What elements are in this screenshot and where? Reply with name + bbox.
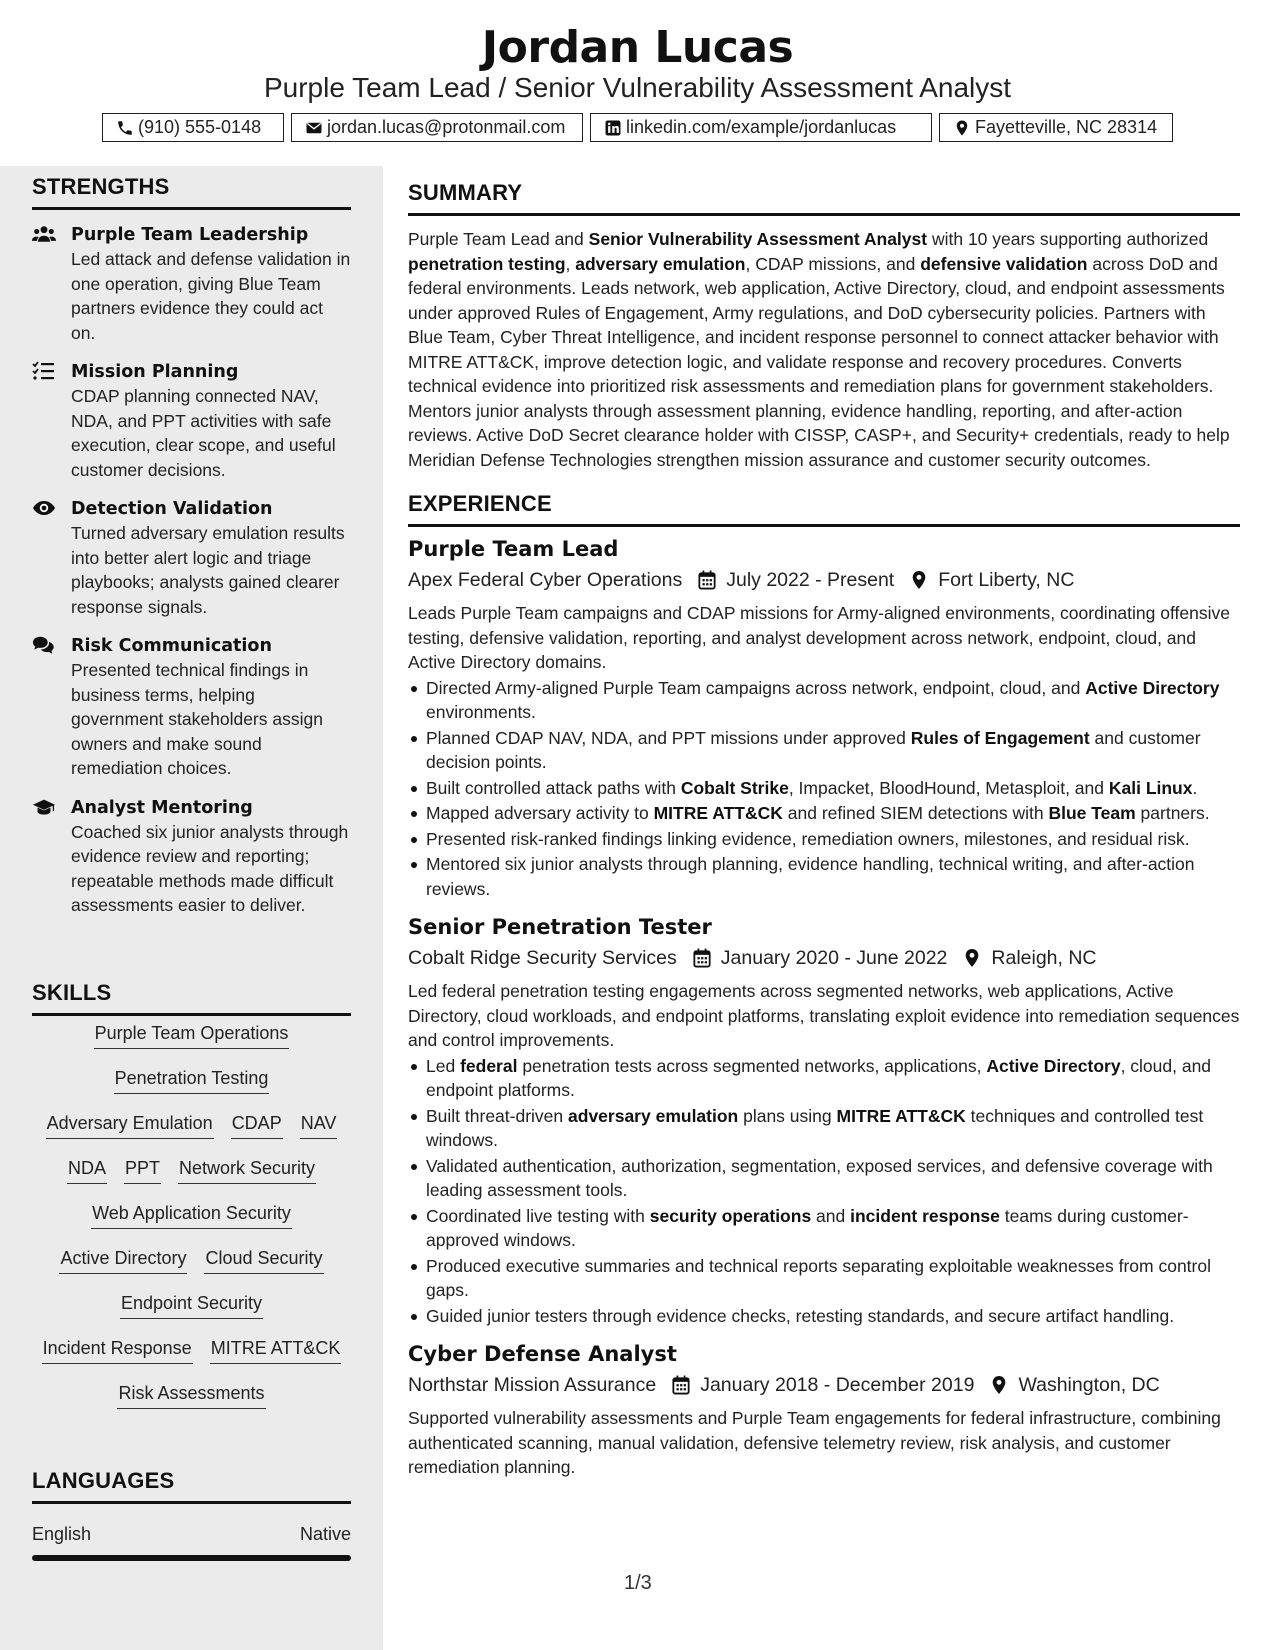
contact-bar bbox=[0, 113, 1275, 142]
language-name: English bbox=[32, 1524, 92, 1544]
skill-tag: Active Directory bbox=[59, 1246, 187, 1274]
languages-heading: LANGUAGES bbox=[32, 1468, 175, 1493]
job-meta bbox=[408, 1371, 1240, 1399]
email-contact[interactable] bbox=[291, 113, 583, 142]
strengths-heading: STRENGTHS bbox=[32, 174, 170, 199]
experience-list bbox=[408, 535, 1240, 1480]
skill-row bbox=[32, 1201, 351, 1246]
strength-description: CDAP planning connected NAV, NDA, and PPT activities with safe execution, clear scope, and useful customer decisions. bbox=[71, 386, 336, 480]
strengths-section bbox=[32, 174, 351, 933]
skill-row bbox=[32, 1156, 351, 1201]
job-location: Washington, DC bbox=[1018, 1374, 1160, 1396]
strength-description: Coached six junior analysts through evidence review and reporting; repeatable methods made difficult assessments easier to deliver. bbox=[71, 821, 349, 915]
envelope-icon bbox=[304, 118, 324, 138]
job-bullet: Mentored six junior analysts through planning, evidence handling, technical writing, and after-action reviews. bbox=[408, 852, 1240, 901]
job-dates: July 2022 - Present bbox=[726, 569, 895, 591]
skill-row bbox=[32, 1381, 351, 1426]
skill-tag: Web Application Security bbox=[91, 1201, 292, 1229]
resume-header bbox=[0, 0, 1275, 166]
job-bullet: Produced executive summaries and technical reports separating exploitable weaknesses from control gaps. bbox=[408, 1254, 1240, 1303]
job-location: Raleigh, NC bbox=[991, 947, 1097, 969]
strength-title: Detection Validation bbox=[71, 499, 273, 519]
location-text: Fayetteville, NC 28314 bbox=[975, 117, 1158, 137]
skill-row bbox=[32, 1336, 351, 1381]
job-title: Senior Penetration Tester bbox=[408, 915, 712, 939]
map-pin-icon bbox=[988, 1374, 1010, 1396]
job-bullet: Presented risk-ranked findings linking evidence, remediation owners, milestones, and residual risk. bbox=[408, 827, 1240, 852]
job-description: Led federal penetration testing engagements across segmented networks, web applications, Active Directory, cloud workloads, and endpoint platforms, translating exploit evidence into remediation sequences and control improvements. bbox=[408, 981, 1240, 1050]
job-description: Leads Purple Team campaigns and CDAP missions for Army-aligned environments, coordinating offensive testing, defensive validation, reporting, and analyst development across network, endpoint, cloud, and Active Directory domains. bbox=[408, 603, 1230, 672]
comments-icon bbox=[32, 635, 58, 655]
job-bullet: Directed Army-aligned Purple Team campaigns across network, endpoint, cloud, and Active Directory environments. bbox=[408, 676, 1240, 725]
skill-row bbox=[32, 1291, 351, 1336]
skills-list bbox=[32, 1021, 351, 1426]
linkedin-text: linkedin.com/example/jordanlucas bbox=[626, 117, 897, 137]
skill-tag: Incident Response bbox=[42, 1336, 193, 1364]
linkedin-contact[interactable] bbox=[590, 113, 932, 142]
calendar-icon bbox=[670, 1374, 692, 1396]
language-level: Native bbox=[299, 1524, 351, 1544]
job-bullet: Led federal penetration tests across segmented networks, applications, Active Directory, cloud, and endpoint platforms. bbox=[408, 1054, 1240, 1103]
users-icon bbox=[32, 224, 58, 244]
calendar-icon bbox=[691, 947, 713, 969]
linkedin-icon bbox=[603, 118, 623, 138]
map-pin-icon bbox=[961, 947, 983, 969]
job-dates: January 2020 - June 2022 bbox=[720, 947, 948, 969]
strength-title: Analyst Mentoring bbox=[71, 797, 253, 818]
job-bullets bbox=[408, 676, 1240, 902]
job-dates: January 2018 - December 2019 bbox=[700, 1374, 975, 1396]
main-content bbox=[408, 180, 1240, 1480]
checklist-icon bbox=[32, 361, 58, 381]
experience-rule bbox=[408, 524, 1240, 527]
strength-item bbox=[32, 223, 351, 345]
job-company: Cobalt Ridge Security Services bbox=[408, 947, 677, 969]
summary-rule bbox=[408, 213, 1240, 216]
job-title: Cyber Defense Analyst bbox=[408, 1342, 677, 1366]
email-text: jordan.lucas@protonmail.com bbox=[327, 117, 566, 137]
phone-contact[interactable] bbox=[102, 113, 284, 142]
skill-tag: CDAP bbox=[231, 1111, 283, 1139]
language-proficiency-bar bbox=[32, 1555, 351, 1561]
job-description: Supported vulnerability assessments and Purple Team engagements for federal infrastructure, combining authenticated scanning, manual validation, defensive telemetry review, risk analysis, and customer remediation planning. bbox=[408, 1408, 1221, 1477]
graduation-cap-icon bbox=[32, 797, 58, 817]
languages-rule bbox=[32, 1501, 351, 1504]
phone-icon bbox=[115, 118, 135, 138]
candidate-headline: Purple Team Lead / Senior Vulnerability Assessment Analyst bbox=[263, 72, 1012, 103]
candidate-name: Jordan Lucas bbox=[481, 22, 794, 73]
skill-row bbox=[32, 1066, 351, 1111]
skill-row bbox=[32, 1246, 351, 1291]
skills-heading-block bbox=[32, 980, 351, 1016]
experience-heading: EXPERIENCE bbox=[408, 491, 552, 516]
job-bullet: Validated authentication, authorization, segmentation, exposed services, and defensive coverage with leading assessment tools. bbox=[408, 1154, 1240, 1203]
job-entry bbox=[408, 1340, 1240, 1480]
skill-tag: Purple Team Operations bbox=[94, 1021, 290, 1049]
job-title: Purple Team Lead bbox=[408, 537, 619, 561]
job-bullet: Coordinated live testing with security operations and incident response teams during customer-approved windows. bbox=[408, 1204, 1240, 1253]
job-bullet: Mapped adversary activity to MITRE ATT&CK and refined SIEM detections with Blue Team partners. bbox=[408, 801, 1240, 826]
calendar-icon bbox=[696, 569, 718, 591]
job-entry bbox=[408, 535, 1240, 901]
skill-tag: Penetration Testing bbox=[114, 1066, 270, 1094]
location-contact bbox=[939, 113, 1173, 142]
skill-tag: NAV bbox=[300, 1111, 338, 1139]
skill-tag: Endpoint Security bbox=[120, 1291, 263, 1319]
skill-tag: Risk Assessments bbox=[117, 1381, 265, 1409]
strength-description: Turned adversary emulation results into better alert logic and triage playbooks; analysts gained clearer response signals. bbox=[71, 523, 345, 617]
job-meta bbox=[408, 566, 1240, 594]
job-meta bbox=[408, 944, 1240, 972]
skills-rule bbox=[32, 1013, 351, 1016]
strengths-rule bbox=[32, 207, 351, 210]
eye-icon bbox=[32, 498, 58, 518]
strength-item bbox=[32, 634, 351, 781]
summary-heading: SUMMARY bbox=[408, 180, 523, 205]
phone-text: (910) 555-0148 bbox=[138, 117, 262, 137]
map-pin-icon bbox=[908, 569, 930, 591]
skill-tag: Cloud Security bbox=[204, 1246, 323, 1274]
map-pin-icon bbox=[952, 118, 972, 138]
job-company: Apex Federal Cyber Operations bbox=[408, 569, 683, 591]
skill-tag: PPT bbox=[124, 1156, 161, 1184]
strength-item bbox=[32, 497, 351, 619]
strength-description: Presented technical findings in business terms, helping government stakeholders assign owners and make sound remediation choices. bbox=[71, 660, 323, 778]
language-entry bbox=[32, 1524, 351, 1545]
job-location: Fort Liberty, NC bbox=[938, 569, 1075, 591]
strengths-list bbox=[32, 223, 351, 918]
page-number: 1/3 bbox=[624, 1572, 652, 1594]
job-bullets bbox=[408, 1054, 1240, 1329]
skill-tag: Network Security bbox=[178, 1156, 316, 1184]
summary-text: Purple Team Lead and Senior Vulnerability Assessment Analyst with 10 years supporting authorized penetration testing, adversary emulation, CDAP missions, and defensive validation across DoD and federal environments. Leads network, web application, Active Directory, cloud, and endpoint assessments under approved Rules of Engagement, Army regulations, and DoD cybersecurity policies. Partners with Blue Team, Cyber Threat Intelligence, and incident response personnel to connect attacker behavior with MITRE ATT&CK, improve detection logic, and validate response and recovery procedures. Converts technical evidence into prioritized risk assessments and remediation plans for government stakeholders. Mentors junior analysts through assessment planning, evidence handling, reporting, and after-action reviews. Active DoD Secret clearance holder with CISSP, CASP+, and Security+ credentials, ready to help Meridian Defense Technologies strengthen mission assurance and customer security outcomes. bbox=[408, 229, 1230, 470]
strength-description: Led attack and defense validation in one operation, giving Blue Team partners evidence they could act on. bbox=[71, 249, 351, 343]
job-entry bbox=[408, 913, 1240, 1328]
strength-title: Mission Planning bbox=[71, 362, 239, 382]
strength-title: Risk Communication bbox=[71, 636, 272, 656]
job-bullet: Planned CDAP NAV, NDA, and PPT missions under approved Rules of Engagement and customer decision points. bbox=[408, 726, 1240, 775]
skill-row bbox=[32, 1111, 351, 1156]
strength-item bbox=[32, 360, 351, 482]
job-bullet: Built threat-driven adversary emulation plans using MITRE ATT&CK techniques and controlled test windows. bbox=[408, 1104, 1240, 1153]
skill-tag: NDA bbox=[67, 1156, 107, 1184]
job-bullet: Built controlled attack paths with Cobalt Strike, Impacket, BloodHound, Metasploit, and Kali Linux. bbox=[408, 776, 1240, 801]
job-company: Northstar Mission Assurance bbox=[408, 1374, 657, 1396]
languages-section bbox=[32, 1468, 351, 1504]
skill-row bbox=[32, 1021, 351, 1066]
strength-title: Purple Team Leadership bbox=[71, 225, 309, 245]
skill-tag: Adversary Emulation bbox=[46, 1111, 214, 1139]
skills-heading: SKILLS bbox=[32, 980, 112, 1005]
job-bullet: Guided junior testers through evidence checks, retesting standards, and secure artifact handling. bbox=[408, 1304, 1240, 1329]
skill-tag: MITRE ATT&CK bbox=[210, 1336, 342, 1364]
strength-item bbox=[32, 796, 351, 918]
